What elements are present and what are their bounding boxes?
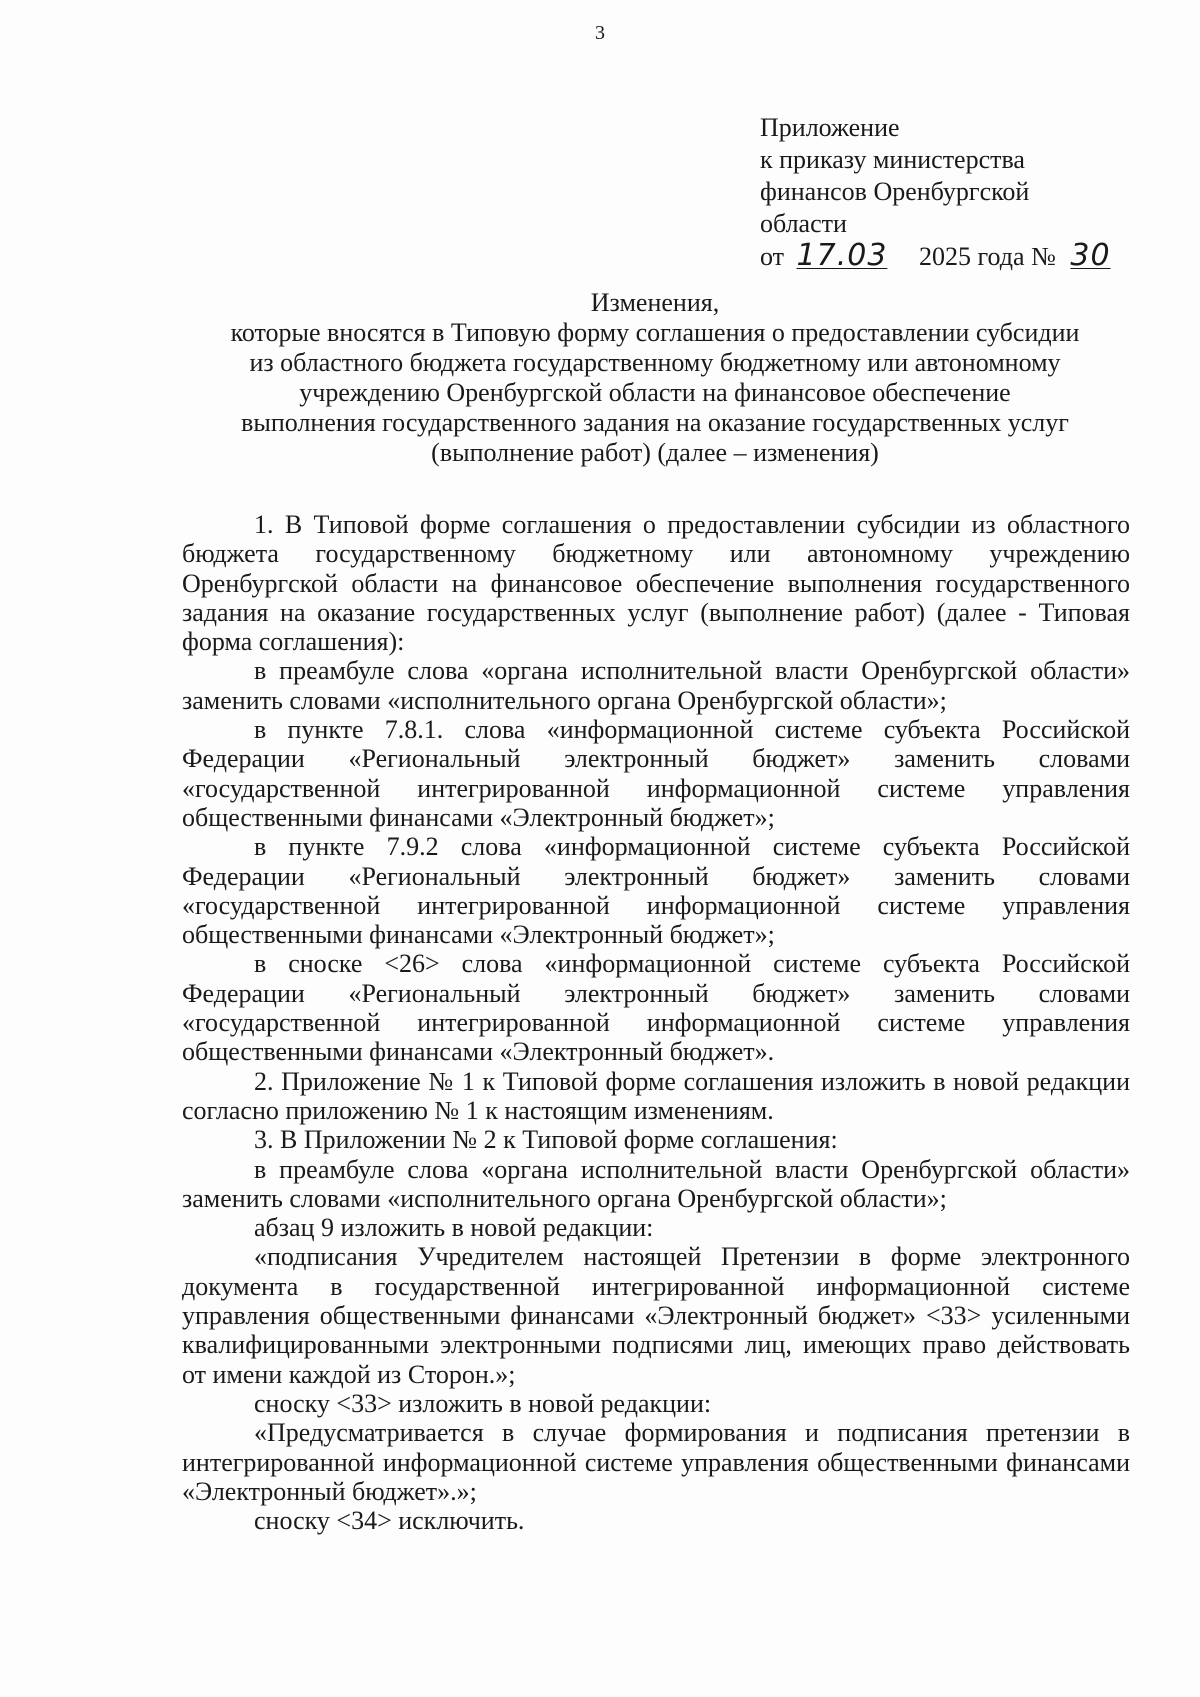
handwritten-number: 30 <box>1070 238 1111 273</box>
appendix-line-2: к приказу министерства <box>760 145 1025 174</box>
page-number: 3 <box>595 22 605 44</box>
document-heading <box>170 288 1140 468</box>
paragraph: в преамбуле слова «органа исполнительной власти Оренбургской области» заменить словами «исполнительного органа Оренбургской области»; <box>182 656 1130 715</box>
appendix-date-line <box>760 240 1128 273</box>
paragraph: 1. В Типовой форме соглашения о предоставлении субсидии из областного бюджета государственному бюджетному или автономному учреждению Оренбургской области на финансовое обеспечение выполнения государственного задания на оказание государственных услуг (выполнение работ) (далее - Типовая форма соглашения): <box>182 510 1130 657</box>
handwritten-date: 17.03 <box>796 238 888 273</box>
heading-line: выполнения государственного задания на оказание государственных услуг <box>241 408 1069 437</box>
paragraph: «Предусматривается в случае формирования и подписания претензии в интегрированной информационной системе управления общественными финансами «Электронный бюджет».»; <box>182 1418 1130 1506</box>
appendix-line-4: области <box>760 209 847 238</box>
heading-line: (выполнение работ) (далее – изменения) <box>431 438 879 467</box>
paragraph: в пункте 7.8.1. слова «информационной системе субъекта Российской Федерации «Региональный электронный бюджет» заменить словами «государственной интегрированной информационной системе управления общественными финансами «Электронный бюджет»; <box>182 715 1130 832</box>
paragraph: 2. Приложение № 1 к Типовой форме соглашения изложить в новой редакции согласно приложению № 1 к настоящим изменениям. <box>182 1066 1130 1125</box>
heading-line: которые вносятся в Типовую форму соглашения о предоставлении субсидии <box>230 318 1080 347</box>
heading-line: учреждению Оренбургской области на финансовое обеспечение <box>299 378 1011 407</box>
paragraph: в сноске <26> слова «информационной системе субъекта Российской Федерации «Региональный электронный бюджет» заменить словами «государственной интегрированной информационной системе управления общественными финансами «Электронный бюджет». <box>182 949 1130 1067</box>
appendix-block <box>760 112 1128 273</box>
appendix-line-3: финансов Оренбургской <box>760 177 1030 206</box>
paragraph: сноску <33> изложить в новой редакции: <box>254 1388 712 1418</box>
paragraph: в пункте 7.9.2 слова «информационной системе субъекта Российской Федерации «Региональный электронный бюджет» заменить словами «государственной интегрированной информационной системе управления общественными финансами «Электронный бюджет»; <box>182 832 1130 950</box>
appendix-year: 2025 года № <box>919 242 1056 271</box>
paragraph: сноску <34> исключить. <box>254 1506 525 1536</box>
paragraph: абзац 9 изложить в новой редакции: <box>254 1213 654 1243</box>
appendix-from: от <box>760 242 785 271</box>
document-body <box>182 510 1130 1535</box>
paragraph: «подписания Учредителем настоящей Претензии в форме электронного документа в государственной интегрированной информационной системе управления общественными финансами «Электронный бюджет» <33> усиленными квалифицированными электронными подписями лиц, имеющих право действовать от имени каждой из Сторон.»; <box>182 1242 1130 1389</box>
appendix-line-1: Приложение <box>760 113 900 142</box>
heading-line: из областного бюджета государственному бюджетному или автономному <box>249 348 1061 377</box>
paragraph: 3. В Приложении № 2 к Типовой форме соглашения: <box>254 1125 838 1155</box>
paragraph: в преамбуле слова «органа исполнительной власти Оренбургской области» заменить словами «исполнительного органа Оренбургской области»; <box>182 1154 1130 1213</box>
heading-title: Изменения, <box>590 288 720 317</box>
